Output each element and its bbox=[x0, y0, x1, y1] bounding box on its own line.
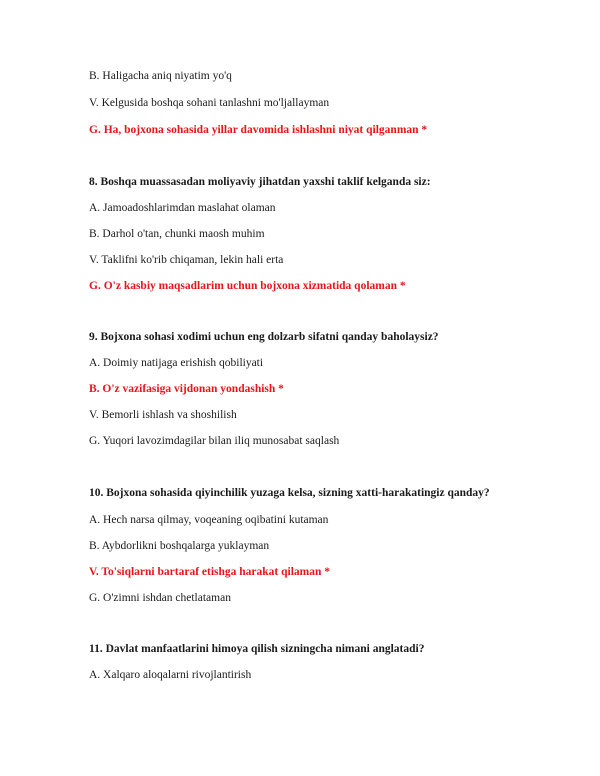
question-8-option-a: A. Jamoadoshlarimdan maslahat olaman bbox=[89, 202, 276, 214]
option-prev-v: V. Kelgusida boshqa sohani tanlashni mo'ljallayman bbox=[89, 97, 330, 109]
question-10-title: 10. Bojxona sohasida qiyinchilik yuzaga kelsa, sizning xatti-harakatingiz qanday? bbox=[89, 487, 490, 499]
question-10-option-a: A. Hech narsa qilmay, voqeaning oqibatini kutaman bbox=[89, 514, 329, 526]
question-11-option-a: A. Xalqaro aloqalarni rivojlantirish bbox=[89, 669, 252, 681]
question-8-option-v: V. Taklifni ko'rib chiqaman, lekin hali erta bbox=[89, 254, 284, 266]
question-9-option-g: G. Yuqori lavozimdagilar bilan iliq munosabat saqlash bbox=[89, 435, 340, 447]
option-prev-b: B. Haligacha aniq niyatim yo'q bbox=[89, 70, 232, 82]
question-10-option-g: G. O'zimni ishdan chetlataman bbox=[89, 592, 231, 604]
question-8-option-g-correct: G. O'z kasbiy maqsadlarim uchun bojxona xizmatida qolaman * bbox=[89, 280, 406, 292]
question-10-option-b: B. Aybdorlikni boshqalarga yuklayman bbox=[89, 540, 270, 552]
option-prev-g-correct: G. Ha, bojxona sohasida yillar davomida ishlashni niyat qilganman * bbox=[89, 124, 428, 136]
question-8-title: 8. Boshqa muassasadan moliyaviy jihatdan yaxshi taklif kelganda siz: bbox=[89, 176, 431, 188]
question-8-option-b: B. Darhol o'tan, chunki maosh muhim bbox=[89, 228, 265, 240]
question-10-option-v-correct: V. To'siqlarni bartaraf etishga harakat qilaman * bbox=[89, 566, 331, 578]
question-9-option-a: A. Doimiy natijaga erishish qobiliyati bbox=[89, 357, 264, 369]
question-11-title: 11. Davlat manfaatlarini himoya qilish sizningcha nimani anglatadi? bbox=[89, 643, 425, 655]
question-9-option-b-correct: B. O'z vazifasiga vijdonan yondashish * bbox=[89, 383, 284, 395]
question-9-option-v: V. Bemorli ishlash va shoshilish bbox=[89, 409, 237, 421]
question-9-title: 9. Bojxona sohasi xodimi uchun eng dolzarb sifatni qanday baholaysiz? bbox=[89, 331, 439, 343]
